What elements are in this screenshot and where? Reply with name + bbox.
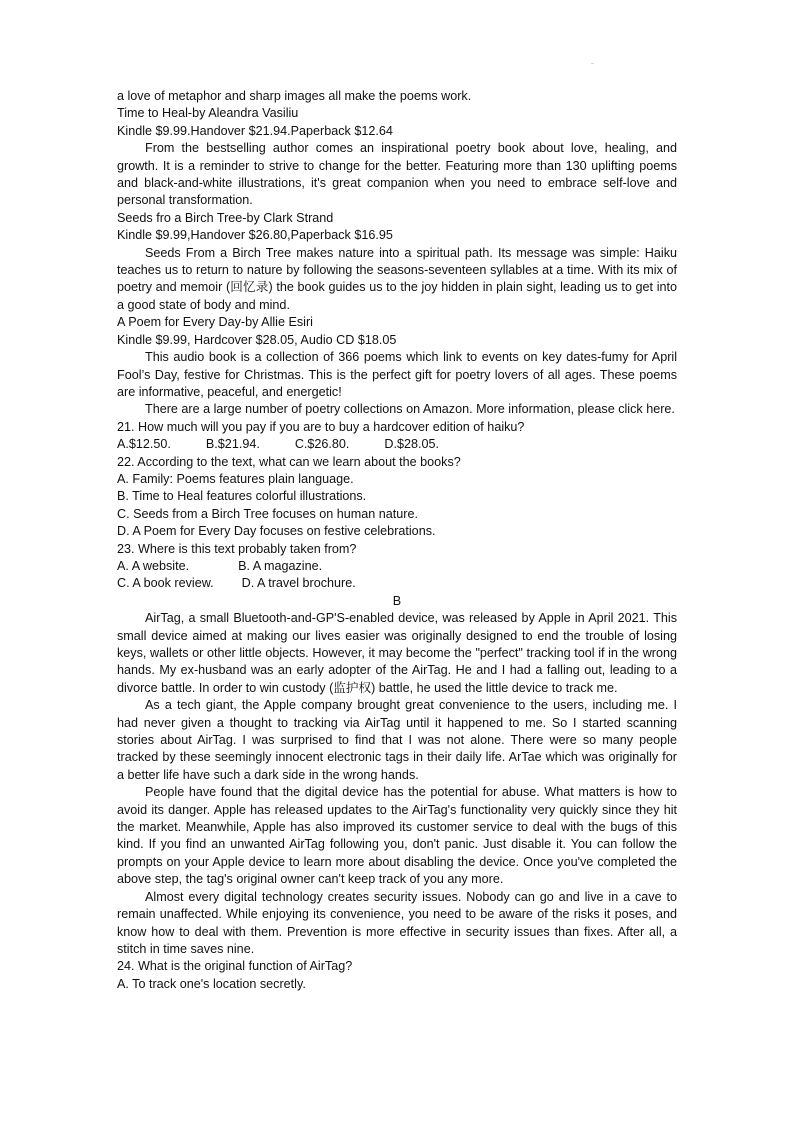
- book-entry: [117, 314, 677, 401]
- book-title: Seeds fro a Birch Tree-by Clark Strand: [117, 210, 334, 225]
- text-column: [117, 88, 677, 993]
- book-prices: Kindle $9.99,Handover $26.80,Paperback $16.95: [117, 228, 393, 243]
- questions-b: [117, 958, 677, 993]
- passage-b-paragraph: People have found that the digital device has the potential for abuse. What matters is how to avoid its danger. Apple has released updates to the AirTag's functionality very quickly since they hit the market. Meanwhile, Apple has also improved its customer service to deal with the bugs of this kind. If you find an unwanted AirTag following you, don't panic. Just disable it. You can follow the prompts on your Apple device to learn more about disabling the device. Once you've completed the above step, the tag's original owner can't keep track of you any more.: [117, 785, 677, 887]
- option-line: B. Time to Heal features colorful illustrations.: [117, 489, 367, 504]
- book-description: This audio book is a collection of 366 poems which link to events on key dates-fumy for April Fool’s Day, festive for Christmas. This is the perfect gift for poetry lovers of all ages. These poems are informative, peaceful, and energetic!: [117, 350, 677, 399]
- question-23: [117, 541, 677, 593]
- passage-b: [117, 593, 677, 959]
- option-line: C. Seeds from a Birch Tree focuses on human nature.: [117, 506, 419, 521]
- question-stem: 23. Where is this text probably taken from?: [117, 541, 357, 556]
- passage-b-paragraph: As a tech giant, the Apple company brought great convenience to the users, including me. I had never given a thought to tracking via AirTag until it happened to me. So I started scanning stories about AirTag. I was surprised to find that I was not alone. There were so many people tracked by these seemingly innocent electronic tags in their daily life. ArTae which was originally for a better life have such a dark side in the wrong hands.: [117, 698, 677, 782]
- book-title: A Poem for Every Day-by Allie Esiri: [117, 315, 313, 330]
- option-line: A. To track one's location secretly.: [117, 976, 306, 991]
- passage-b-paragraph: Almost every digital technology creates security issues. Nobody can go and live in a cave to remain unaffected. While enjoying its convenience, you need to be aware of the risks it poses, and know how to deal with them. Prevention is more effective in security issues than fixes. After all, a stitch in time saves nine.: [117, 889, 677, 956]
- lead-line: a love of metaphor and sharp images all make the poems work.: [117, 89, 472, 103]
- option-line: C. A book review. D. A travel brochure.: [117, 576, 356, 591]
- question-24: [117, 958, 677, 993]
- questions-a: [117, 419, 677, 593]
- book-description: Seeds From a Birch Tree makes nature into a spiritual path. Its message was simple: Haiku teaches us to return to nature by following the seasons-seventeen syllables at a time. With its mix of poetry and memoir (回忆录) the book guides us to the joy hidden in plain sight, leading us to get into a good state of body and mind.: [117, 245, 677, 312]
- option-line: A. Family: Poems features plain language.: [117, 471, 354, 486]
- book-entry: [117, 210, 677, 314]
- option-line: A. A website. B. A magazine.: [117, 558, 323, 573]
- question-21: [117, 419, 677, 454]
- book-prices: Kindle $9.99, Hardcover $28.05, Audio CD $18.05: [117, 332, 397, 347]
- question-stem: 22. According to the text, what can we learn about the books?: [117, 454, 461, 469]
- passage-b-paragraph: AirTag, a small Bluetooth-and-GP'S-enabled device, was released by Apple in April 2021. This small device aimed at making our lives easier was originally designed to end the trouble of losing keys, wallets or other little objects. However, it may become the "perfect" tracking tool if in the wrong hands. My ex-husband was an early adopter of the AirTag. He and I had a falling out, leading to a divorce battle. In order to win custody (监护权) battle, he used the little device to track me.: [117, 611, 677, 695]
- option-line: A.$12.50. B.$21.94. C.$26.80. D.$28.05.: [117, 437, 440, 452]
- question-stem: 21. How much will you pay if you are to buy a hardcover edition of haiku?: [117, 419, 525, 434]
- book-title: Time to Heal-by Aleandra Vasiliu: [117, 106, 299, 121]
- passage-a: [117, 88, 677, 419]
- question-22: [117, 454, 677, 541]
- scan-speck: [591, 63, 594, 64]
- option-line: D. A Poem for Every Day focuses on festive celebrations.: [117, 524, 436, 539]
- book-entry: [117, 105, 677, 209]
- closing-paragraph: There are a large number of poetry collections on Amazon. More information, please click here.: [145, 402, 675, 417]
- section-heading: B: [392, 593, 402, 608]
- question-stem: 24. What is the original function of AirTag?: [117, 959, 353, 974]
- book-prices: Kindle $9.99.Handover $21.94.Paperback $12.64: [117, 123, 393, 138]
- book-description: From the bestselling author comes an inspirational poetry book about love, healing, and growth. It is a reminder to strive to change for the better. Featuring more than 130 uplifting poems and black-and-white illustrations, it's great companion when you need to embrace self-love and personal transformation.: [117, 141, 677, 208]
